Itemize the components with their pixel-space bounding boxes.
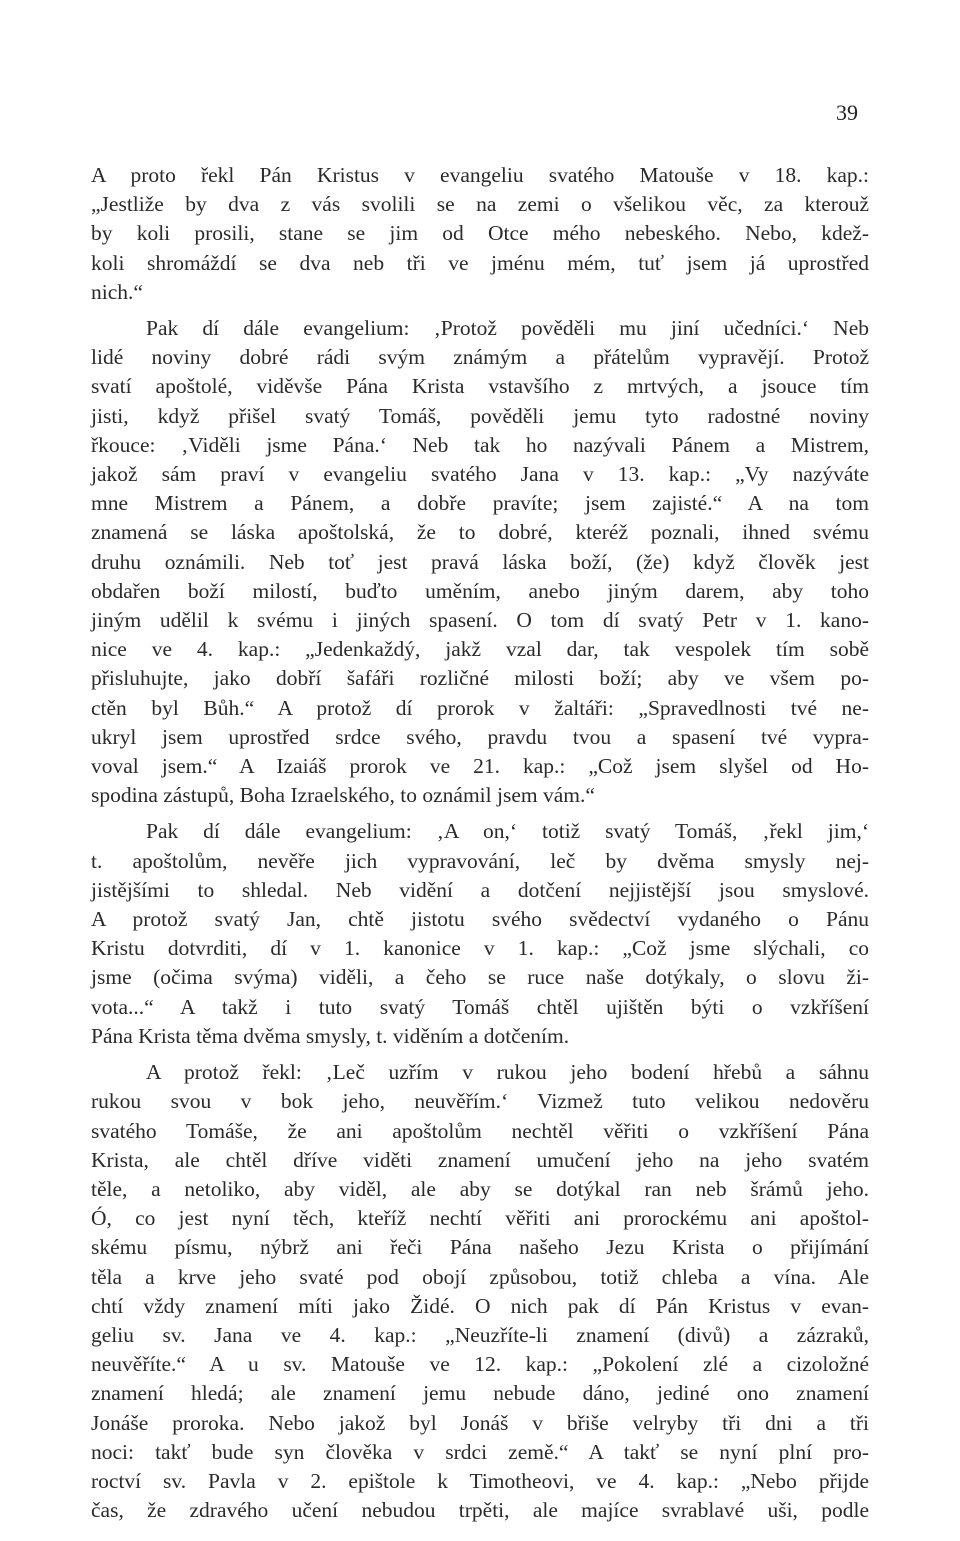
text-line: A proto řekl Pán Kristus v evangeliu svatého Matouše v 18. kap.: xyxy=(91,163,869,187)
text-line: nice ve 4. kap.: „Jedenkaždý, jakž vzal dar, tak vespolek tím sobě xyxy=(91,637,869,662)
text-line: Jonáše proroka. Nebo jakož byl Jonáš v břiše velryby tři dni a tři xyxy=(91,1410,869,1435)
text-line: Pak dí dále evangelium: ‚Protož pověděli mu jiní učedníci.‘ Neb xyxy=(146,316,869,341)
text-line: roctví sv. Pavla v 2. epištole k Timotheovi, ve 4. kap.: „Nebo přijde xyxy=(91,1468,869,1493)
text-line: „Jestliže by dva z vás svolili se na zemi o všelikou věc, za kterouž xyxy=(91,192,869,217)
text-line: spodina zástupů, Boha Izraelského, to oznámil jsem vám.“ xyxy=(91,783,595,808)
text-line: znamená se láska apoštolská, že to dobré, kteréž poznali, ihned svému xyxy=(91,520,869,545)
text-line: lidé noviny dobré rádi svým známým a přátelům vypravějí. Protož xyxy=(91,345,869,370)
text-line: jsme (očima svýma) viděli, a čeho se ruce naše dotýkaly, o slovu ži- xyxy=(91,965,869,990)
text-line: těle, a netoliko, aby viděl, ale aby se dotýkal ran neb šrámů jeho. xyxy=(91,1176,869,1201)
body-text xyxy=(91,161,869,1525)
text-line: jisti, když přišel svatý Tomáš, pověděli jemu tyto radostné noviny xyxy=(91,403,869,428)
text-line: ctěn byl Bůh.“ A protož dí prorok v žaltáři: „Spravedlnosti tvé ne- xyxy=(91,695,869,720)
text-line: znamení hledá; ale znamení jemu nebude dáno, jediné ono znamení xyxy=(91,1381,869,1406)
text-line: čas, že zdravého učení nebudou trpěti, ale majíce svrablavé uši, podle xyxy=(91,1498,869,1523)
text-line: druhu oznámili. Neb toť jest pravá láska boží, (že) když člověk jest xyxy=(91,549,869,574)
paragraph xyxy=(91,1058,869,1525)
text-line: skému písmu, nýbrž ani řeči Pána našeho Jezu Krista o přijímání xyxy=(91,1235,869,1260)
text-line: svatí apoštolé, viděvše Pána Krista vstavšího z mrtvých, a jsouce tím xyxy=(91,374,869,399)
text-line: nich.“ xyxy=(91,279,143,304)
text-line: vota...“ A takž i tuto svatý Tomáš chtěl ujištěn býti o vzkříšení xyxy=(91,994,869,1019)
text-line: by koli prosili, stane se jim od Otce mého nebeského. Nebo, kdež- xyxy=(91,221,869,246)
text-line: neuvěříte.“ A u sv. Matouše ve 12. kap.: „Pokolení zlé a cizoložné xyxy=(91,1352,869,1377)
text-line: Kristu dotvrditi, dí v 1. kanonice v 1. kap.: „Což jsme slýchali, co xyxy=(91,936,869,961)
text-line: přisluhujte, jako dobří šafáři rozličné milosti boží; aby ve všem po- xyxy=(91,666,869,691)
paragraph xyxy=(91,817,869,1051)
text-line: noci: takť bude syn člověka v srdci země.“ A takť se nyní plní pro- xyxy=(91,1439,869,1464)
text-line: jistějšími to shledal. Neb vidění a dotčení nejjistější jsou smyslové. xyxy=(91,877,869,902)
text-line: jakož sám praví v evangeliu svatého Jana v 13. kap.: „Vy nazýváte xyxy=(91,462,869,487)
text-line: Pána Krista těma dvěma smysly, t. viděním a dotčením. xyxy=(91,1023,570,1048)
text-line: mne Mistrem a Pánem, a dobře pravíte; jsem zajisté.“ A na tom xyxy=(91,491,869,516)
text-line: obdařen boží milostí, buďto uměním, anebo jiným darem, aby toho xyxy=(91,578,869,603)
text-line: ukryl jsem uprostřed srdce svého, pravdu tvou a spasení tvé vypra- xyxy=(91,724,869,749)
text-line: chtí vždy znamení míti jako Židé. O nich pak dí Pán Kristus v evan- xyxy=(91,1293,869,1318)
text-line: Ó, co jest nyní těch, kteříž nechtí věřiti ani prorockému ani apoštol- xyxy=(91,1206,869,1231)
text-line: řkouce: ‚Viděli jsme Pána.‘ Neb tak ho nazývali Pánem a Mistrem, xyxy=(91,432,869,457)
text-line: těla a krve jeho svaté pod obojí způsobou, totiž chleba a vína. Ale xyxy=(91,1264,869,1289)
text-line: t. apoštolům, nevěře jich vypravování, leč by dvěma smysly nej- xyxy=(91,848,869,873)
text-line: rukou svou v bok jeho, neuvěřím.‘ Vizmež tuto velikou nedověru xyxy=(91,1089,869,1114)
text-line: A protož svatý Jan, chtě jistotu svého svědectví vydaného o Pánu xyxy=(91,907,869,932)
text-line: geliu sv. Jana ve 4. kap.: „Neuzříte-li znamení (divů) a zázraků, xyxy=(91,1322,869,1347)
text-line: Pak dí dále evangelium: ‚A on,‘ totiž svatý Tomáš, ‚řekl jim,‘ xyxy=(146,819,869,844)
text-line: koli shromáždí se dva neb tři ve jménu mém, tuť jsem já uprostřed xyxy=(91,250,869,275)
text-line: A protož řekl: ‚Leč uzřím v rukou jeho bodení hřebů a sáhnu xyxy=(146,1060,869,1085)
text-line: svatého Tomáše, že ani apoštolům nechtěl věřiti o vzkříšení Pána xyxy=(91,1118,869,1143)
page-number: 39 xyxy=(836,100,858,125)
text-line: jiným udělil k svému i jiných spasení. O tom dí svatý Petr v 1. kano- xyxy=(91,608,869,633)
paragraph xyxy=(91,314,869,810)
text-line: voval jsem.“ A Izaiáš prorok ve 21. kap.: „Což jsem slyšel od Ho- xyxy=(91,754,869,779)
paragraph xyxy=(91,161,869,307)
text-line: Krista, ale chtěl dříve viděti znamení umučení jeho na jeho svatém xyxy=(91,1147,869,1172)
